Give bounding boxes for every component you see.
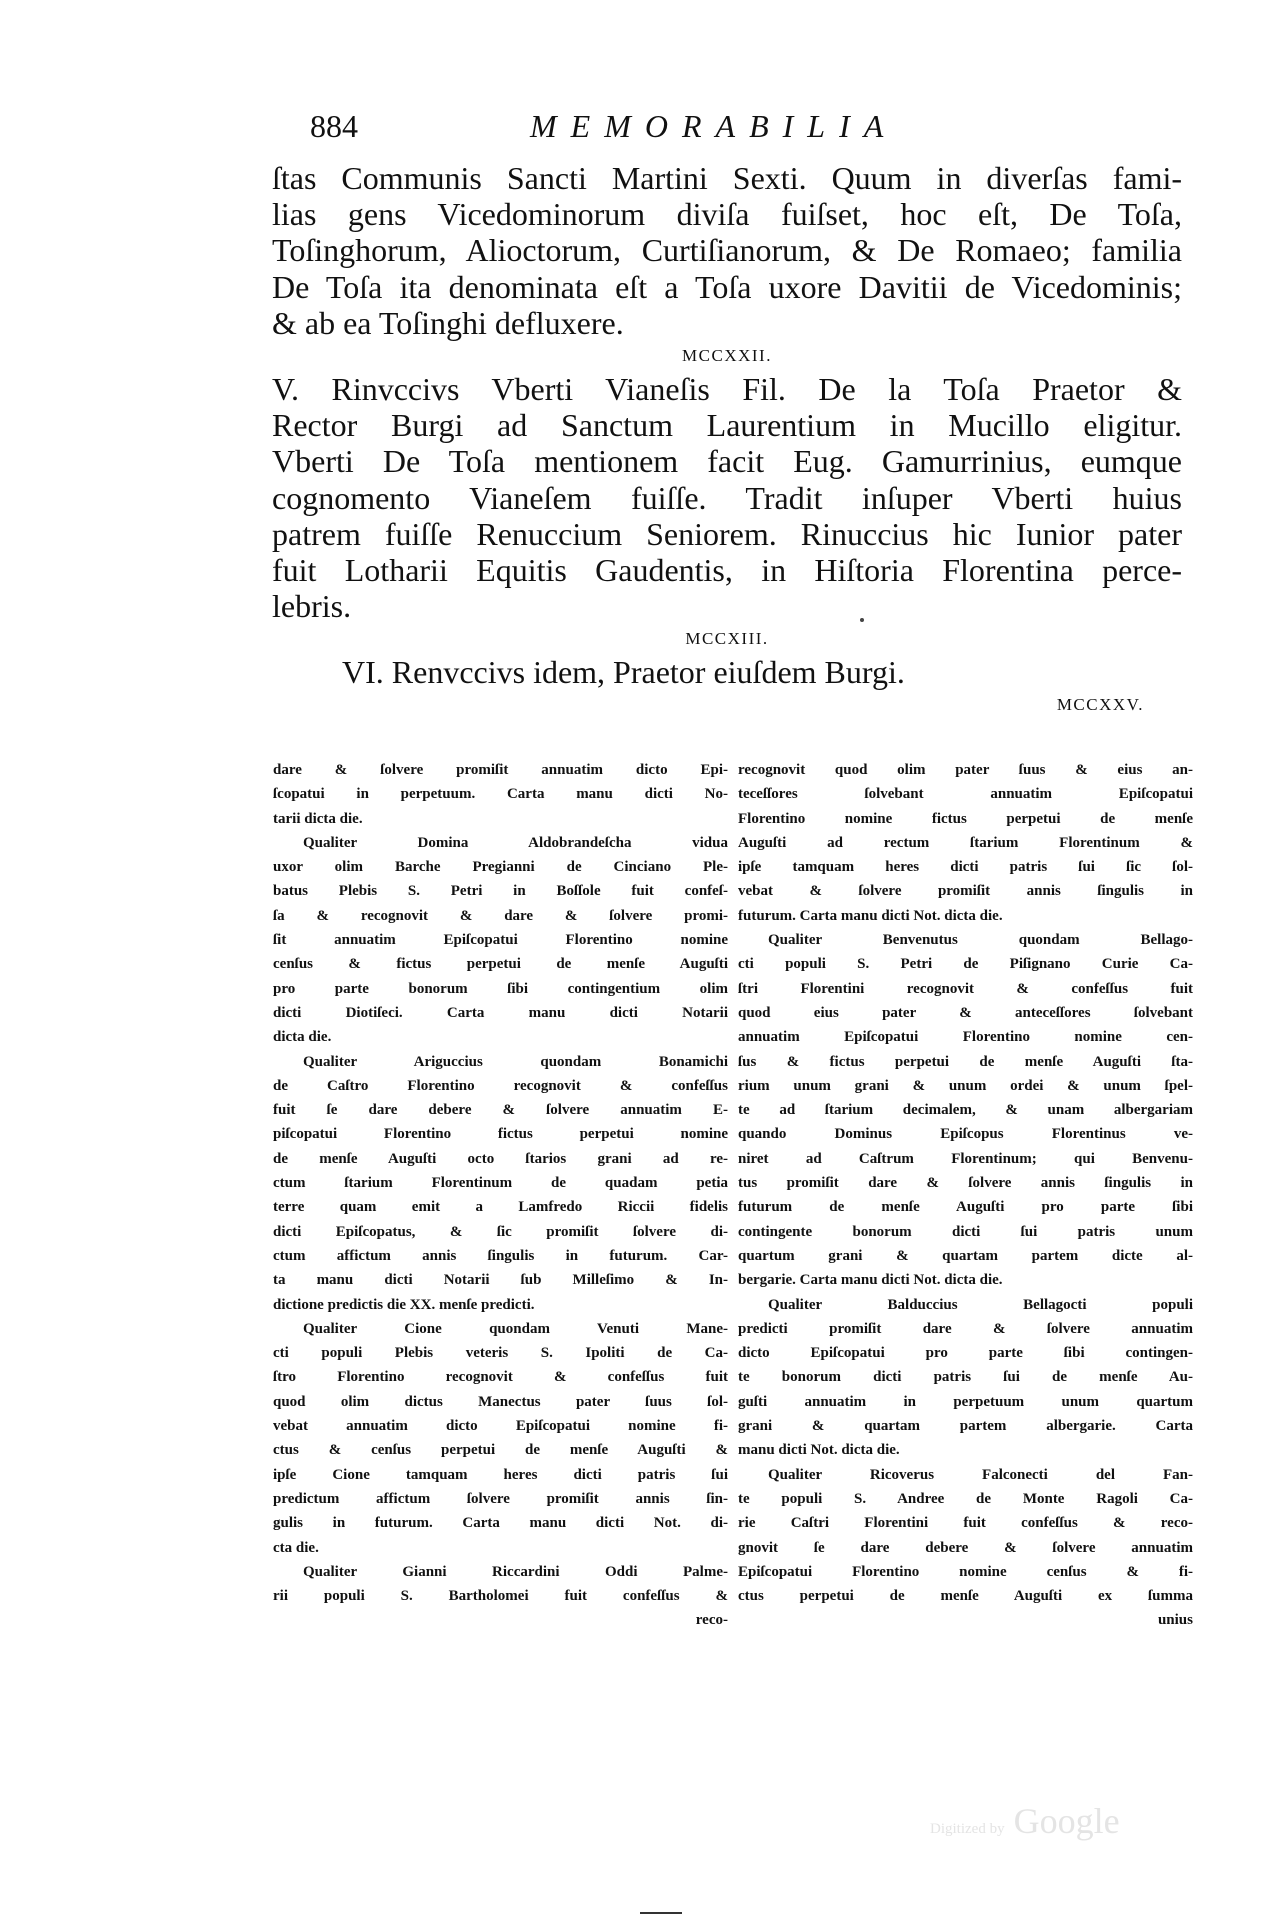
section-v-line: patrem fuiſſe Renuccium Seniorem. Rinuccius hic Iunior pater: [272, 515, 1182, 552]
column-line: futurum de menſe Auguſti pro parte ſibi: [738, 1199, 1193, 1216]
column-line: Qualiter Ariguccius quondam Bonamichi: [303, 1053, 728, 1070]
column-line: de menſe Auguſti octo ſtarios grani ad re-: [273, 1150, 728, 1167]
column-line: grani & quartam partem albergarie. Carta: [738, 1418, 1193, 1435]
column-line: rium unum grani & unum ordei & unum ſpel-: [738, 1077, 1193, 1094]
column-line: ſtro Florentino recognovit & confeſſus fuit: [273, 1369, 728, 1386]
column-line: ſa & recognovit & dare & ſolvere promi-: [273, 907, 728, 924]
column-line: manu dicti Not. dicta die.: [738, 1442, 900, 1459]
column-line: de Caſtro Florentino recognovit & confeſſus: [273, 1077, 728, 1094]
column-line: cta die.: [273, 1539, 319, 1556]
section-vi-line: VI. Renvccivs idem, Praetor eiuſdem Burgi.: [342, 654, 905, 691]
column-line: vebat annuatim dicto Epiſcopatui nomine fi-: [273, 1418, 728, 1435]
column-line: piſcopatui Florentino fictus perpetui nomine: [273, 1126, 728, 1143]
year-heading: MCCXXV.: [1056, 695, 1144, 715]
column-line: niret ad Caſtrum Florentinum; qui Benvenu-: [738, 1150, 1193, 1167]
column-line: recognovit quod olim pater ſuus & eius an-: [738, 762, 1193, 778]
year-heading: MCCXXII.: [682, 345, 772, 365]
main-line: lias gens Vicedominorum diviſa fuiſset, hoc eſt, De Toſa,: [272, 196, 1182, 233]
column-line: ſcopatui in perpetuum. Carta manu dicti No-: [273, 786, 728, 803]
section-v-line: V. Rinvccivs Vberti Vianeſis Fil. De la Toſa Praetor &: [272, 370, 1182, 407]
column-line: ſit annuatim Epiſcopatui Florentino nomine: [273, 932, 728, 949]
section-v-line: Vberti De Toſa mentionem facit Eug. Gamurrinius, eumque: [272, 443, 1182, 480]
column-line: quartum grani & quartam partem dicte al-: [738, 1247, 1193, 1264]
column-line: ctum ſtarium Florentinum de quadam petia: [273, 1175, 728, 1192]
column-line: tus promiſit dare & ſolvere annis ſingulis in: [738, 1175, 1193, 1192]
column-line: Qualiter Ricoverus Falconecti del Fan-: [768, 1466, 1193, 1483]
column-line: te bonorum dicti patris ſui de menſe Au-: [738, 1369, 1193, 1386]
main-text: [272, 160, 1182, 720]
column-line: teceſſores ſolvebant annuatim Epiſcopatui: [738, 786, 1193, 803]
column-line: cti populi Plebis veteris S. Ipoliti de Ca-: [273, 1345, 728, 1362]
column-line: ipſe tamquam heres dicti patris ſui ſic ſol-: [738, 859, 1193, 876]
column-line: ta manu dicti Notarii ſub Milleſimo & In-: [273, 1272, 728, 1289]
watermark-small: Digitized by: [930, 1821, 1005, 1837]
column-line: ctus & cenſus perpetui de menſe Auguſti &: [273, 1442, 728, 1459]
column-line: Qualiter Balduccius Bellagocti populi: [768, 1296, 1193, 1313]
column-line: Qualiter Gianni Riccardini Oddi Palme-: [303, 1563, 728, 1580]
column-line: gulis in futurum. Carta manu dicti Not. di-: [273, 1515, 728, 1532]
column-line: Auguſti ad rectum ſtarium Florentinum &: [738, 834, 1193, 851]
section-v-line: cognomento Vianeſem fuiſſe. Tradit inſuper Vberti huius: [272, 479, 1182, 516]
column-line: uxor olim Barche Pregianni de Cinciano Ple-: [273, 859, 728, 876]
section-v-line: Rector Burgi ad Sanctum Laurentium in Mucillo eligitur.: [272, 407, 1182, 444]
column-line: dictione predictis die XX. menſe predicti.: [273, 1296, 535, 1313]
column-line: te ad ſtarium decimalem, & unam albergariam: [738, 1102, 1193, 1119]
column-line: te populi S. Andree de Monte Ragoli Ca-: [738, 1490, 1193, 1507]
main-line: ſtas Communis Sancti Martini Sexti. Quum in diverſas fami-: [272, 160, 1182, 196]
column-line: futurum. Carta manu dicti Not. dicta die.: [738, 907, 1003, 924]
column-line: cenſus & fictus perpetui de menſe Auguſti: [273, 956, 728, 973]
column-line: bergarie. Carta manu dicti Not. dicta die.: [738, 1272, 1003, 1289]
column-line: dare & ſolvere promiſit annuatim dicto Epi-: [273, 762, 728, 778]
column-line: ctus perpetui de menſe Auguſti ex ſumma: [738, 1588, 1193, 1605]
column-line: predicti promiſit dare & ſolvere annuatim: [738, 1320, 1193, 1337]
column-line: terre quam emit a Lamfredo Riccii fidelis: [273, 1199, 728, 1216]
column-line: Florentino nomine fictus perpetui de menſe: [738, 810, 1193, 827]
main-line: De Toſa ita denominata eſt a Toſa uxore Davitii de Vicedominis;: [272, 268, 1182, 305]
column-line: unius: [1157, 1612, 1193, 1629]
column-line: contingente bonorum dicti ſui patris unum: [738, 1223, 1193, 1240]
watermark-large: Google: [1013, 1801, 1120, 1841]
column-line: rie Caſtri Florentini fuit confeſſus & reco-: [738, 1515, 1193, 1532]
column-line: Qualiter Cione quondam Venuti Mane-: [303, 1320, 728, 1337]
column-line: batus Plebis S. Petri in Boſſole fuit confeſ-: [273, 883, 728, 900]
column-line: rii populi S. Bartholomei fuit confeſſus &: [273, 1588, 728, 1605]
section-v-line: lebris.: [272, 588, 352, 625]
column-line: guſti annuatim in perpetuum unum quartum: [738, 1393, 1193, 1410]
column-line: tarii dicta die.: [273, 810, 363, 827]
digitization-watermark: [930, 1800, 1120, 1842]
column-line: cti populi S. Petri de Piſignano Curie Ca-: [738, 956, 1193, 973]
column-line: ſtri Florentini recognovit & confeſſus fuit: [738, 980, 1193, 997]
column-line: Qualiter Benvenutus quondam Bellago-: [768, 932, 1193, 949]
column-line: quando Dominus Epiſcopus Florentinus ve-: [738, 1126, 1193, 1143]
column-line: dicti Epiſcopatus, & ſic promiſit ſolvere di-: [273, 1223, 728, 1240]
column-line: ſus & fictus perpetui de menſe Auguſti ſta-: [738, 1053, 1193, 1070]
column-line: dicto Epiſcopatui pro parte ſibi contingen-: [738, 1345, 1193, 1362]
column-line: dicti Diotiſeci. Carta manu dicti Notarii: [273, 1004, 728, 1021]
column-line: quod eius pater & anteceſſores ſolvebant: [738, 1004, 1193, 1021]
column-line: Qualiter Domina Aldobrandeſcha vidua: [303, 834, 728, 851]
column-line: reco-: [695, 1612, 728, 1629]
main-line: & ab ea Toſinghi defluxere.: [272, 304, 624, 341]
column-line: pro parte bonorum ſibi contingentium olim: [273, 980, 728, 997]
column-line: vebat & ſolvere promiſit annis ſingulis in: [738, 883, 1193, 900]
column-line: ctum affictum annis ſingulis in futurum. Car-: [273, 1247, 728, 1264]
column-line: annuatim Epiſcopatui Florentino nomine cen-: [738, 1029, 1193, 1046]
column-line: quod olim dictus Manectus pater ſuus ſol-: [273, 1393, 728, 1410]
main-line: Toſinghorum, Alioctorum, Curtiſianorum, & De Romaeo; familia: [272, 232, 1182, 269]
bottom-rule: [640, 1912, 682, 1914]
column-line: gnovit ſe dare debere & ſolvere annuatim: [738, 1539, 1193, 1556]
right-column: [738, 758, 1193, 1633]
column-line: predictum affictum ſolvere promiſit annis ſin-: [273, 1490, 728, 1507]
column-line: ipſe Cione tamquam heres dicti patris ſui: [273, 1466, 728, 1483]
running-title: MEMORABILIA: [530, 108, 898, 144]
page-number: 884: [310, 108, 358, 144]
column-line: Epiſcopatui Florentino nomine cenſus & fi-: [738, 1563, 1193, 1580]
section-v-line: fuit Lotharii Equitis Gaudentis, in Hiſtoria Florentina perce-: [272, 551, 1182, 588]
column-line: dicta die.: [273, 1029, 332, 1046]
page-header: [300, 108, 1140, 148]
ink-speck: [860, 618, 864, 622]
column-line: fuit ſe dare debere & ſolvere annuatim E-: [273, 1102, 728, 1119]
year-heading: MCCXIII.: [685, 629, 769, 649]
left-column: [273, 758, 728, 1633]
